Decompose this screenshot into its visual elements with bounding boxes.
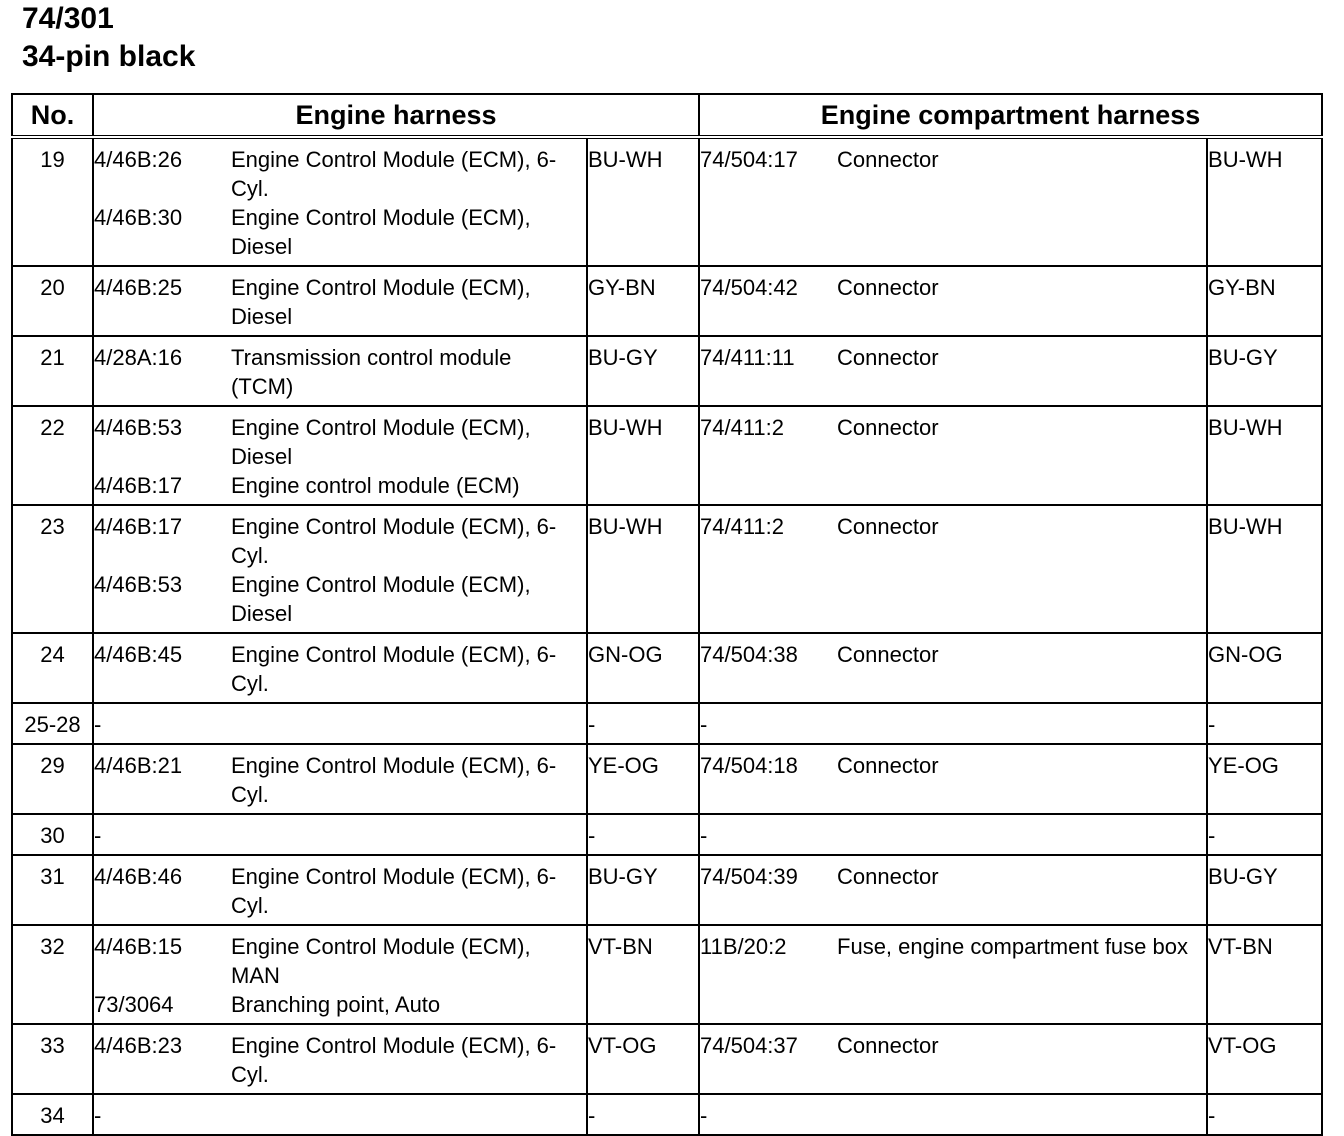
table-row [12, 633, 1322, 703]
engine-harness-entry [94, 145, 586, 203]
engine-harness-cell [93, 703, 587, 744]
engine-harness-cell [93, 814, 587, 855]
engine-wire-color: GN-OG [587, 633, 699, 703]
engine-harness-entry [94, 273, 586, 331]
compartment-wire-color: VT-BN [1207, 925, 1322, 1024]
table-row [12, 814, 1322, 855]
engine-harness-entry [94, 471, 586, 500]
compartment-wire-color: VT-OG [1207, 1024, 1322, 1094]
engine-harness-entry [94, 413, 586, 471]
table-row [12, 1094, 1322, 1135]
compartment-wire-color: - [1207, 814, 1322, 855]
engine-wire-color: BU-WH [587, 505, 699, 633]
pin-number: 21 [12, 336, 93, 406]
compartment-harness-code: 74/504:42 [700, 275, 798, 300]
engine-harness-cell [93, 336, 587, 406]
compartment-harness-description: Connector [837, 415, 939, 440]
engine-harness-cell [93, 505, 587, 633]
pin-number: 25-28 [12, 703, 93, 744]
engine-harness-code: 4/46B:17 [94, 514, 183, 539]
compartment-wire-color: YE-OG [1207, 744, 1322, 814]
engine-harness-code: 4/46B:23 [94, 1033, 183, 1058]
engine-harness-description: Branching point, Auto [231, 992, 441, 1017]
compartment-harness-entry [700, 1031, 1206, 1060]
col-header-engine-harness: Engine harness [93, 94, 699, 137]
compartment-wire-color: - [1207, 1094, 1322, 1135]
compartment-harness-description: Connector [837, 1033, 939, 1058]
engine-harness-entry [94, 990, 586, 1019]
engine-harness-code: - [94, 823, 102, 848]
table-row [12, 925, 1322, 1024]
engine-harness-code: 4/46B:15 [94, 934, 183, 959]
engine-harness-description: Engine Control Module (ECM), 6-Cyl. [231, 642, 557, 696]
engine-harness-code: 4/46B:45 [94, 642, 183, 667]
engine-harness-cell [93, 633, 587, 703]
compartment-harness-entry [700, 932, 1206, 961]
engine-harness-description [231, 821, 586, 850]
engine-harness-description: Engine Control Module (ECM), Diesel [231, 415, 531, 469]
engine-wire-color: GY-BN [587, 266, 699, 336]
pin-number: 29 [12, 744, 93, 814]
engine-harness-entry [94, 512, 586, 570]
compartment-harness-code: 74/504:38 [700, 642, 798, 667]
compartment-harness-description: Connector [837, 345, 939, 370]
engine-harness-description: Engine control module (ECM) [231, 473, 520, 498]
connector-description: 34-pin black [22, 40, 196, 73]
pin-number: 32 [12, 925, 93, 1024]
compartment-harness-entry [700, 751, 1206, 780]
engine-harness-description [231, 710, 586, 739]
engine-harness-entry [94, 203, 586, 261]
compartment-harness-description: Connector [837, 514, 939, 539]
engine-harness-entry [94, 1031, 586, 1089]
compartment-harness-description: Connector [837, 864, 939, 889]
compartment-harness-cell [699, 814, 1207, 855]
engine-harness-code: 4/28A:16 [94, 345, 183, 370]
compartment-wire-color: BU-WH [1207, 505, 1322, 633]
pin-number: 20 [12, 266, 93, 336]
engine-wire-color: - [587, 814, 699, 855]
pin-number: 34 [12, 1094, 93, 1135]
compartment-harness-cell [699, 336, 1207, 406]
compartment-wire-color: GY-BN [1207, 266, 1322, 336]
compartment-harness-cell [699, 406, 1207, 505]
table-row [12, 406, 1322, 505]
engine-harness-description: Engine Control Module (ECM), Diesel [231, 572, 531, 626]
pin-number: 33 [12, 1024, 93, 1094]
compartment-wire-color: BU-GY [1207, 855, 1322, 925]
compartment-harness-cell [699, 505, 1207, 633]
engine-harness-entry [94, 751, 586, 809]
engine-harness-description: Engine Control Module (ECM), Diesel [231, 275, 531, 329]
compartment-harness-code: 74/504:37 [700, 1033, 798, 1058]
compartment-harness-cell [699, 925, 1207, 1024]
engine-harness-cell [93, 137, 587, 266]
engine-harness-code: 73/3064 [94, 992, 174, 1017]
connector-id: 74/301 [22, 2, 114, 35]
compartment-harness-cell [699, 1024, 1207, 1094]
engine-harness-cell [93, 266, 587, 336]
table-row [12, 336, 1322, 406]
pin-number: 30 [12, 814, 93, 855]
engine-harness-cell [93, 744, 587, 814]
table-row [12, 505, 1322, 633]
engine-wire-color: - [587, 703, 699, 744]
compartment-harness-code: - [700, 823, 708, 848]
compartment-harness-cell [699, 137, 1207, 266]
engine-harness-description: Transmission control module (TCM) [231, 345, 512, 399]
compartment-harness-description [837, 821, 1206, 850]
compartment-harness-code: - [700, 1103, 708, 1128]
engine-harness-code: - [94, 1103, 102, 1128]
engine-harness-code: 4/46B:25 [94, 275, 183, 300]
engine-harness-entry [94, 932, 586, 990]
engine-harness-code: 4/46B:53 [94, 572, 183, 597]
compartment-harness-code: 74/411:2 [700, 514, 785, 539]
compartment-harness-entry [700, 273, 1206, 302]
compartment-wire-color: GN-OG [1207, 633, 1322, 703]
engine-harness-code: - [94, 712, 102, 737]
table-row [12, 703, 1322, 744]
engine-harness-description [231, 1101, 586, 1130]
engine-harness-code: 4/46B:30 [94, 205, 183, 230]
compartment-harness-cell [699, 703, 1207, 744]
compartment-harness-code: 74/504:39 [700, 864, 798, 889]
engine-harness-description: Engine Control Module (ECM), 6-Cyl. [231, 514, 557, 568]
compartment-wire-color: BU-WH [1207, 406, 1322, 505]
engine-harness-entry [94, 570, 586, 628]
compartment-harness-entry [700, 413, 1206, 442]
engine-harness-code: 4/46B:53 [94, 415, 183, 440]
table-row [12, 744, 1322, 814]
pinout-table [11, 93, 1323, 1136]
compartment-harness-entry [700, 343, 1206, 372]
engine-harness-description: Engine Control Module (ECM), 6-Cyl. [231, 1033, 557, 1087]
compartment-harness-entry [700, 640, 1206, 669]
compartment-harness-entry [700, 710, 1206, 739]
compartment-harness-description: Connector [837, 275, 939, 300]
engine-wire-color: VT-OG [587, 1024, 699, 1094]
compartment-harness-cell [699, 744, 1207, 814]
engine-harness-entry [94, 1101, 586, 1130]
engine-harness-cell [93, 406, 587, 505]
engine-harness-description: Engine Control Module (ECM), MAN [231, 934, 531, 988]
page-title [22, 0, 195, 76]
compartment-wire-color: - [1207, 703, 1322, 744]
table-row [12, 1024, 1322, 1094]
compartment-harness-code: 11B/20:2 [700, 934, 787, 959]
engine-harness-description: Engine Control Module (ECM), 6-Cyl. [231, 864, 557, 918]
table-body [12, 137, 1322, 1135]
engine-harness-code: 4/46B:21 [94, 753, 183, 778]
compartment-harness-code: 74/411:11 [700, 345, 795, 370]
engine-harness-entry [94, 640, 586, 698]
engine-wire-color: YE-OG [587, 744, 699, 814]
engine-harness-description: Engine Control Module (ECM), Diesel [231, 205, 531, 259]
engine-harness-description: Engine Control Module (ECM), 6-Cyl. [231, 147, 557, 201]
compartment-harness-cell [699, 1094, 1207, 1135]
table-row [12, 855, 1322, 925]
table-row [12, 137, 1322, 266]
compartment-harness-description: Connector [837, 147, 939, 172]
engine-harness-cell [93, 925, 587, 1024]
engine-wire-color: - [587, 1094, 699, 1135]
compartment-harness-code: 74/504:18 [700, 753, 798, 778]
col-header-no: No. [12, 94, 93, 137]
pin-number: 23 [12, 505, 93, 633]
engine-harness-cell [93, 855, 587, 925]
engine-wire-color: BU-WH [587, 406, 699, 505]
compartment-harness-code: 74/504:17 [700, 147, 798, 172]
engine-harness-cell [93, 1094, 587, 1135]
pin-number: 22 [12, 406, 93, 505]
compartment-harness-entry [700, 821, 1206, 850]
table-header-row [12, 94, 1322, 137]
pin-number: 24 [12, 633, 93, 703]
compartment-harness-cell [699, 266, 1207, 336]
compartment-harness-cell [699, 855, 1207, 925]
engine-harness-code: 4/46B:46 [94, 864, 183, 889]
col-header-compartment-harness: Engine compartment harness [699, 94, 1322, 137]
compartment-harness-description: Connector [837, 642, 939, 667]
table-row [12, 266, 1322, 336]
compartment-harness-entry [700, 145, 1206, 174]
compartment-harness-cell [699, 633, 1207, 703]
compartment-harness-description: Connector [837, 753, 939, 778]
compartment-harness-description [837, 1101, 1206, 1130]
engine-harness-entry [94, 710, 586, 739]
compartment-harness-entry [700, 1101, 1206, 1130]
compartment-wire-color: BU-WH [1207, 137, 1322, 266]
engine-harness-description: Engine Control Module (ECM), 6-Cyl. [231, 753, 557, 807]
engine-wire-color: VT-BN [587, 925, 699, 1024]
engine-harness-code: 4/46B:26 [94, 147, 183, 172]
engine-harness-code: 4/46B:17 [94, 473, 183, 498]
compartment-harness-code: - [700, 712, 708, 737]
engine-harness-entry [94, 343, 586, 401]
engine-wire-color: BU-GY [587, 855, 699, 925]
compartment-harness-description: Fuse, engine compartment fuse box [837, 934, 1188, 959]
engine-wire-color: BU-WH [587, 137, 699, 266]
compartment-harness-description [837, 710, 1206, 739]
engine-harness-cell [93, 1024, 587, 1094]
compartment-harness-entry [700, 862, 1206, 891]
pin-number: 31 [12, 855, 93, 925]
engine-harness-entry [94, 862, 586, 920]
pin-number: 19 [12, 137, 93, 266]
compartment-harness-code: 74/411:2 [700, 415, 785, 440]
engine-wire-color: BU-GY [587, 336, 699, 406]
compartment-harness-entry [700, 512, 1206, 541]
engine-harness-entry [94, 821, 586, 850]
compartment-wire-color: BU-GY [1207, 336, 1322, 406]
